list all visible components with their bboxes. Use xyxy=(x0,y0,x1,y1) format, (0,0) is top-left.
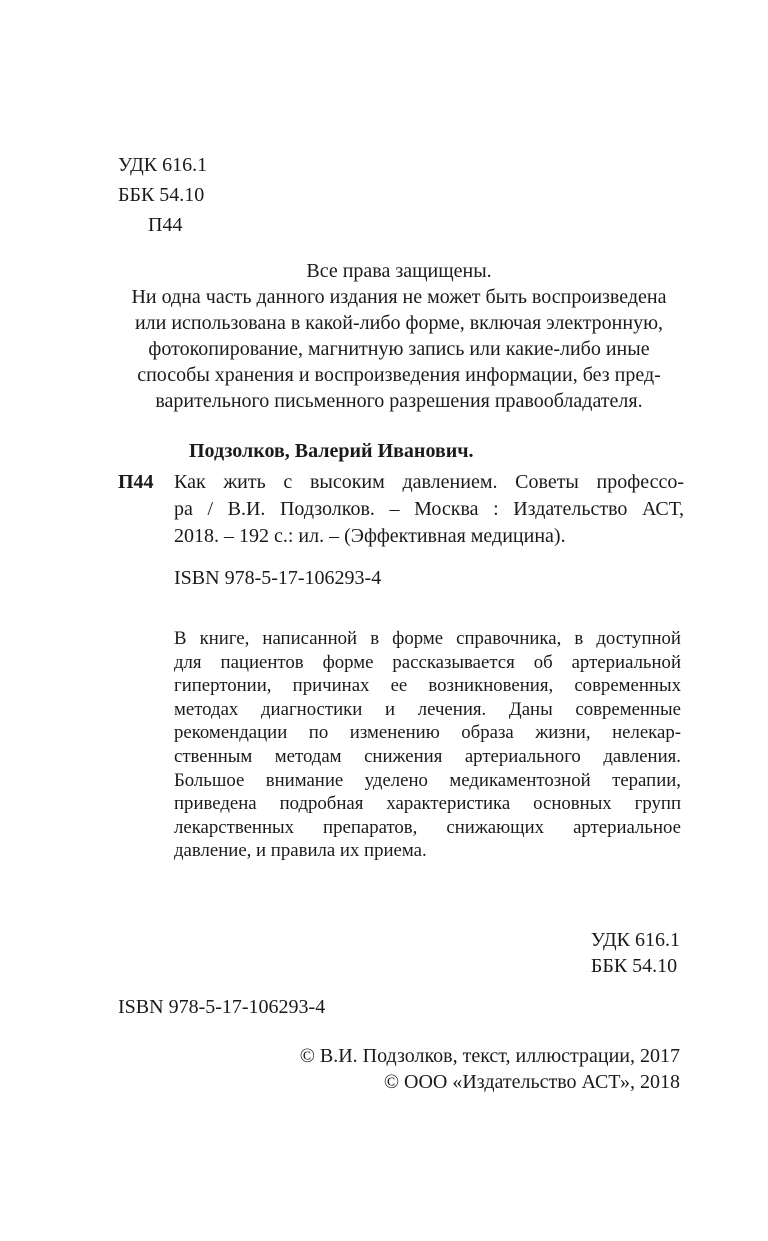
copyright-line: © ООО «Издательство АСТ», 2018 xyxy=(383,1071,680,1093)
udk-code: УДК 616.1 xyxy=(590,929,680,951)
bibliographic-description xyxy=(174,469,684,550)
rights-line: Ни одна часть данного издания не может быть воспроизведена xyxy=(131,286,667,308)
description-line: Как жить с высоким давлением. Советы профессо- xyxy=(174,471,684,493)
bbk-code: ББК 54.10 xyxy=(590,955,678,977)
classification-bottom xyxy=(591,927,680,979)
annotation-line: Большое внимание уделено медикаментозной терапии, xyxy=(174,769,681,791)
annotation-line: В книге, написанной в форме справочника, в доступной xyxy=(174,628,681,649)
annotation-line: давление, и правила их приема. xyxy=(174,840,427,862)
entry-cipher: П44 xyxy=(118,471,154,493)
annotation-line: рекомендации по изменению образа жизни, нелекар- xyxy=(174,722,681,744)
copyright-block xyxy=(300,1043,680,1095)
bbk-code: ББК 54.10 xyxy=(118,184,205,206)
rights-line: способы хранения и воспроизведения информации, без пред- xyxy=(137,364,661,386)
rights-line: фотокопирование, магнитную запись или какие-либо иные xyxy=(148,338,650,360)
rights-notice xyxy=(90,258,708,414)
annotation-line: для пациентов форме рассказывается об артериальной xyxy=(174,651,681,673)
copyright-line: © В.И. Подзолков, текст, иллюстрации, 2017 xyxy=(299,1045,680,1067)
author-heading: Подзолков, Валерий Иванович. xyxy=(189,440,474,462)
annotation-line: гипертонии, причинах ее возникновения, современных xyxy=(174,675,681,697)
rights-line: варительного письменного разрешения правообладателя. xyxy=(155,390,643,412)
annotation-line: лекарственных препаратов, снижающих артериальное xyxy=(174,816,681,838)
annotation-line: методах диагностики и лечения. Даны современные xyxy=(174,698,681,720)
author-cipher: П44 xyxy=(148,214,183,236)
annotation xyxy=(174,627,681,863)
rights-line: или использована в какой-либо форме, включая электронную, xyxy=(134,312,664,334)
annotation-line: ственным методам снижения артериального давления. xyxy=(174,745,681,767)
isbn-entry: ISBN 978-5-17-106293-4 xyxy=(174,567,382,589)
description-line: 2018. – 192 с.: ил. – (Эффективная медицина). xyxy=(174,525,566,547)
classification-top xyxy=(118,150,207,240)
rights-line: Все права защищены. xyxy=(306,260,492,282)
udk-code: УДК 616.1 xyxy=(118,154,208,176)
annotation-line: приведена подробная характеристика основных групп xyxy=(174,793,681,815)
description-line: ра / В.И. Подзолков. – Москва : Издательство АСТ, xyxy=(174,498,684,520)
isbn-bottom: ISBN 978-5-17-106293-4 xyxy=(118,996,326,1018)
